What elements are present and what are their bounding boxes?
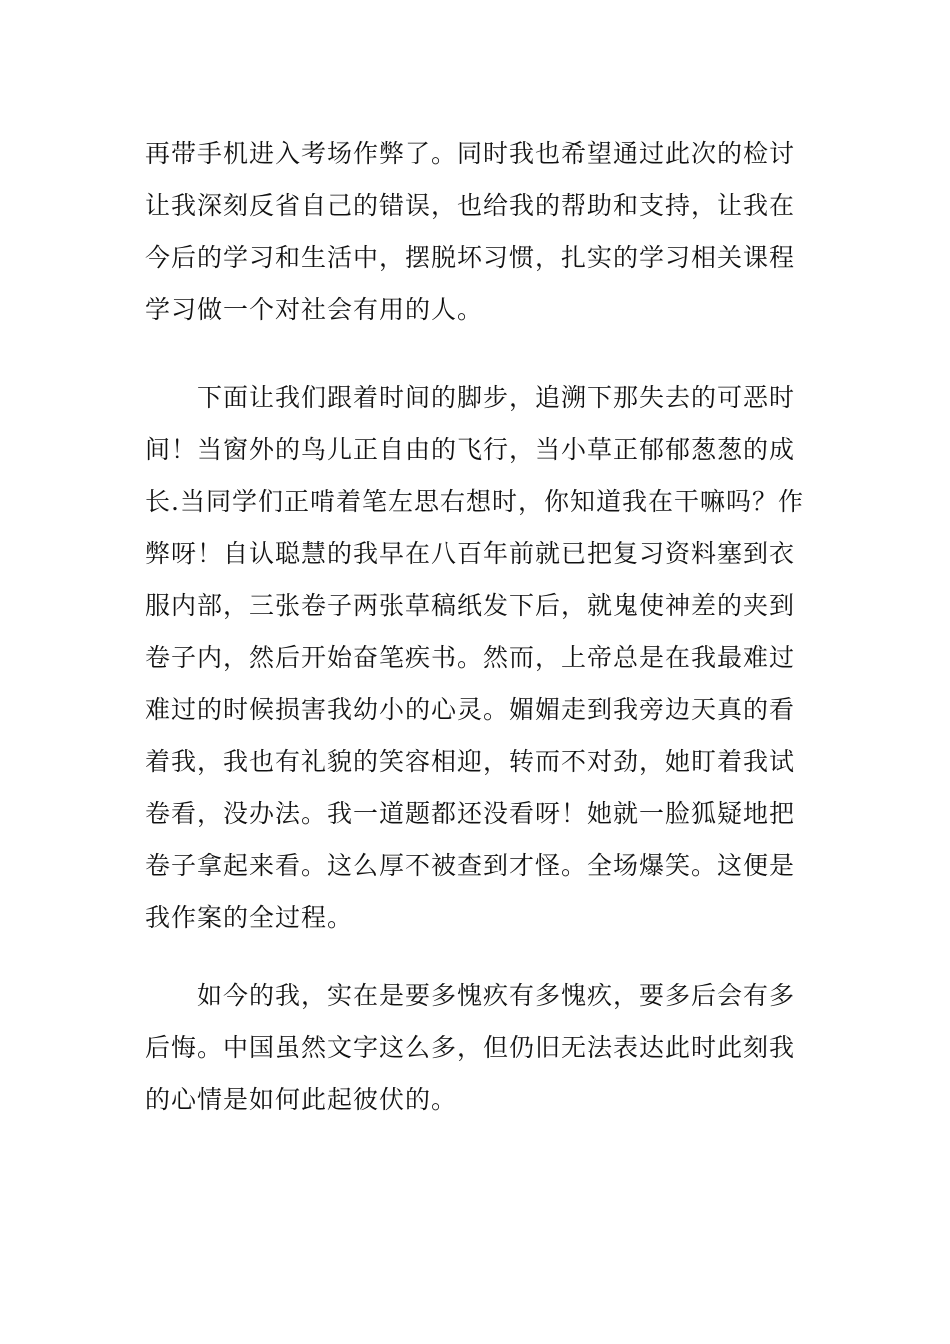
paragraph-3 xyxy=(145,970,810,1126)
paragraph-line: 的心情是如何此起彼伏的。 xyxy=(145,1085,458,1114)
paragraph-1 xyxy=(145,128,810,336)
paragraph-line: 长.当同学们正啃着笔左思右想时，你知道我在干嘛吗？作 xyxy=(145,487,804,516)
paragraph-line: 后悔。中国虽然文字这么多，但仍旧无法表达此时此刻我 xyxy=(145,1033,796,1062)
paragraph-2 xyxy=(145,372,810,944)
paragraph-line: 下面让我们跟着时间的脚步，追溯下那失去的可恶时 xyxy=(197,383,796,412)
paragraph-line: 着我，我也有礼貌的笑容相迎，转而不对劲，她盯着我试 xyxy=(145,747,796,776)
paragraph-line: 让我深刻反省自己的错误，也给我的帮助和支持，让我在 xyxy=(145,191,796,220)
paragraph-line: 再带手机进入考场作弊了。同时我也希望通过此次的检讨 xyxy=(145,139,796,168)
paragraph-line: 卷子拿起来看。这么厚不被查到才怪。全场爆笑。这便是 xyxy=(145,851,796,880)
paragraph-line: 我作案的全过程。 xyxy=(145,903,354,932)
paragraph-line: 难过的时候损害我幼小的心灵。媚媚走到我旁边天真的看 xyxy=(145,695,796,724)
paragraph-line: 今后的学习和生活中，摆脱坏习惯，扎实的学习相关课程 xyxy=(145,243,796,272)
paragraph-line: 如今的我，实在是要多愧疚有多愧疚，要多后会有多 xyxy=(197,981,796,1010)
paragraph-line: 学习做一个对社会有用的人。 xyxy=(145,295,484,324)
paragraph-line: 间！当窗外的鸟儿正自由的飞行，当小草正郁郁葱葱的成 xyxy=(145,435,796,464)
paragraph-line: 服内部，三张卷子两张草稿纸发下后，就鬼使神差的夹到 xyxy=(145,591,796,620)
paragraph-line: 卷看，没办法。我一道题都还没看呀！她就一脸狐疑地把 xyxy=(145,799,796,828)
paragraph-line: 卷子内，然后开始奋笔疾书。然而，上帝总是在我最难过 xyxy=(145,643,796,672)
paragraph-line: 弊呀！自认聪慧的我早在八百年前就已把复习资料塞到衣 xyxy=(145,539,796,568)
